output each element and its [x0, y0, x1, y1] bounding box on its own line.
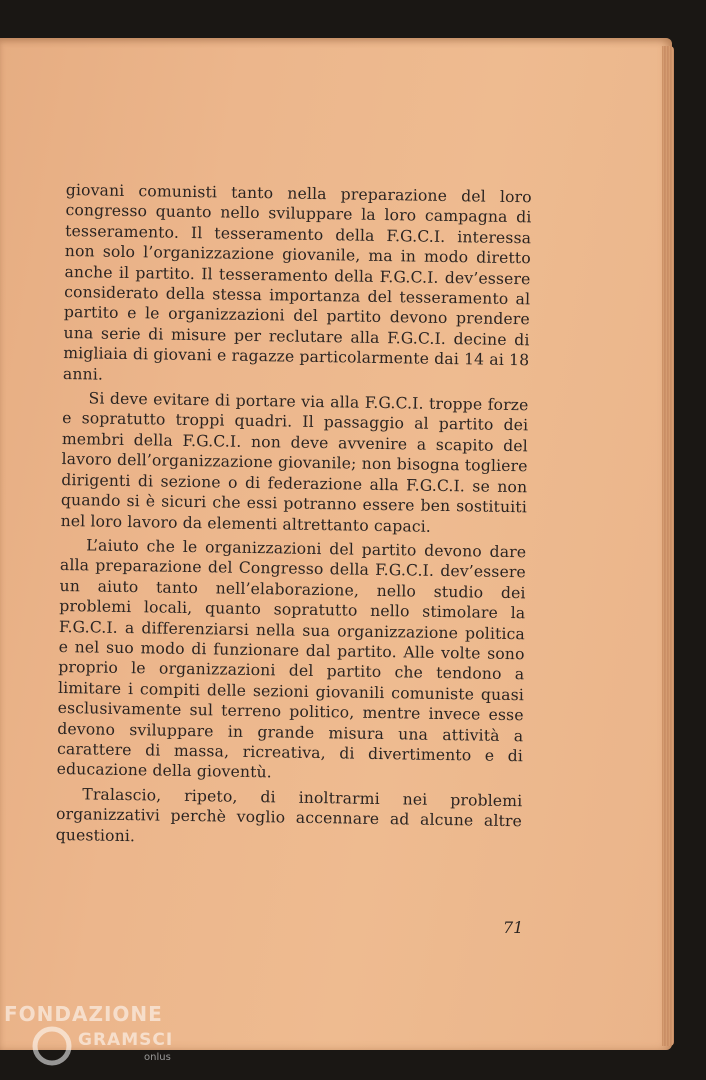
- page-number: 71: [503, 918, 524, 937]
- paragraph-3: L’aiuto che le organizzazioni del partito devono dare alla preparazione del Congresso della F.G.C.I. dev’essere un aiuto tanto nell’elaborazione, nello studio dei problemi locali, quanto sopratutto nello stimolare la F.G.C.I. a differenziarsi nella sua organizzazione politica e nel suo modo di funzionare dal partito. Alle volte sono proprio le organizzazioni del partito che tendono a limitare i compiti delle sezioni giovanili comuniste quasi esclusivamente sul terreno politico, mentre invece esse devono sviluppare in grande misura una attività a carattere di massa, ricreativa, di divertimento e di educazione della gioventù.: [56, 536, 527, 782]
- page-edge: [662, 46, 674, 1046]
- paragraph-4: Tralascio, ripeto, di inoltrarmi nei problemi organizzativi perchè voglio accennare ad alcune altre questioni.: [55, 785, 523, 845]
- paragraph-2: Si deve evitare di portare via alla F.G.C.I. troppe forze e sopratutto troppi quadri. Il passaggio al partito dei membri della F.G.C.I. non deve avvenire a scapito del lavoro dell’organizzazione giovanile; non bisogna togliere dirigenti di sezione o di federazione alla F.G.C.I. se non quando si è sicuri che essi potranno essere ben sostituiti nel loro lavoro da elementi altrettanto capaci.: [60, 389, 529, 536]
- watermark-line3: onlus: [144, 1052, 171, 1063]
- watermark-line2: GRAMSCI: [78, 1030, 174, 1050]
- watermark-line1: FONDAZIONE: [4, 1002, 163, 1026]
- body-text: [56, 180, 532, 852]
- paragraph-1: giovani comunisti tanto nella preparazione del loro congresso quanto nello sviluppare la loro campagna di tesseramento. Il tesseramento della F.G.C.I. interessa non solo l’organizzazione giovanile, ma in modo diretto anche il partito. Il tesseramento della F.G.C.I. dev’essere considerato della stessa importanza del tesseramento al partito e le organizzazioni del partito devono prendere una serie di misure per reclutare alla F.G.C.I. decine di migliaia di giovani e ragazze particolarmente dai 14 ai 18 anni.: [62, 180, 532, 384]
- watermark-circle-icon: [30, 1024, 74, 1068]
- watermark-logo: [4, 1000, 184, 1080]
